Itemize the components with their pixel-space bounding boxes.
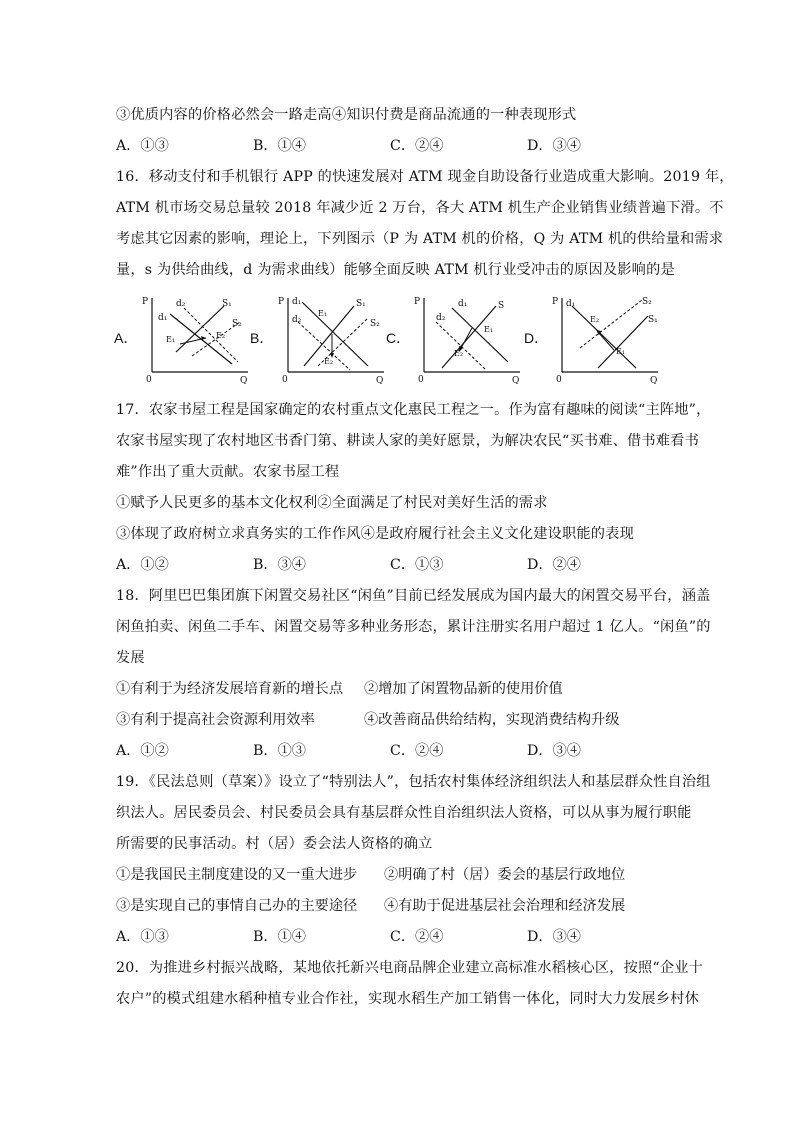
axis-origin-label: 0 [418,375,424,384]
q19-stem-line-1: 19．《民法总则（草案）》设立了“特别法人”，包括农村集体经济组织法人和基层群众性自治组 [116,774,711,790]
q19-option-b[interactable]: B．①④ [253,929,306,945]
q20-stem-line-1: 20．为推进乡村振兴战略，某地依托新兴电商品牌企业建立高标准水稻核心区，按照“企业十 [116,960,704,976]
label-e1: E₁ [318,309,328,318]
q15-option-c[interactable]: C．②④ [390,138,444,154]
q15-option-b[interactable]: B．①④ [253,138,306,154]
q16-stem-line-2: ATM 机市场交易总量较 2018 年减少近 2 万台，各大 ATM 机生产企业销售业绩普遍下滑。不 [116,200,724,216]
label-e1: E₁ [484,325,494,334]
q16-graph-label-b[interactable]: B． [250,330,274,346]
q17-stem-line-2: 农家书屋实现了农村地区书香门第、耕读人家的美好愿景，为解决农民“买书难、借书难看书 [116,433,699,449]
q16-graph-label-c[interactable]: C． [386,330,411,346]
label-d2: d₂ [176,299,186,309]
q17-option-b[interactable]: B．③④ [253,557,306,573]
q17-option-c[interactable]: C．①③ [390,557,444,573]
axis-q-label: Q [512,376,520,384]
label-e2: E₂ [216,331,226,340]
label-s2: S₂ [642,297,652,307]
q16-graph-b [276,292,388,384]
label-s2: S₂ [232,319,242,329]
q19-item-1: ①是我国民主制度建设的又一重大进步 [116,867,358,883]
q19-option-d[interactable]: D．③④ [527,929,581,945]
label-d1: d₁ [292,297,302,307]
axis-origin-label: 0 [556,375,562,384]
label-d2: d₂ [436,313,446,323]
axis-p-label: P [278,297,285,307]
label-e2: E₂ [590,315,600,324]
axis-p-label: P [552,297,559,307]
q19-item-2: ②明确了村（居）委会的基层行政地位 [384,867,626,883]
q18-stem-line-3: 发展 [116,650,145,666]
q19-option-c[interactable]: C．②④ [390,929,444,945]
q19-option-a[interactable]: A．①③ [116,929,169,945]
q18-item-2: ②增加了闲置物品新的使用价值 [364,681,563,697]
label-e1: E₁ [616,347,626,356]
q19-stem-line-3: 所需要的民事活动。村（居）委会法人资格的确立 [116,836,433,852]
q17-option-d[interactable]: D．②④ [527,557,581,573]
label-d1: d₁ [158,313,168,323]
q18-stem-line-2: 闲鱼拍卖、闲鱼二手车、闲置交易等多种业务形态，累计注册实名用户超过 1 亿人。“闲鱼”的 [116,619,711,635]
label-d: d₁ [566,299,576,309]
axis-q-label: Q [650,376,658,384]
q18-option-c[interactable]: C．②④ [390,743,444,759]
q16-stem-line-3: 考虑其它因素的影响，理论上，下列图示（P 为 ATM 机的价格，Q 为 ATM 机的供给量和需求 [116,231,724,247]
label-s1: S₁ [648,315,658,325]
q19-item-3: ③是实现自己的事情自己办的主要途径 [116,898,358,914]
axis-q-label: Q [376,376,384,384]
q16-stem-line-1: 16．移动支付和手机银行 APP 的快速发展对 ATM 现金自助设备行业造成重大影响。2019 年， [116,169,734,185]
axis-q-label: Q [240,376,248,384]
q18-item-3: ③有利于提高社会资源利用效率 [116,712,315,728]
q20-stem-line-2: 农户”的模式组建水稻种植专业合作社，实现水稻生产加工销售一体化，同时大力发展乡村休 [116,991,699,1007]
q15-option-a[interactable]: A．①③ [116,138,169,154]
q19-item-4: ④有助于促进基层社会治理和经济发展 [384,898,626,914]
q19-stem-line-2: 织法人。居民委员会、村民委员会具有基层群众性自治组织法人资格，可以从事为履行职能 [116,805,692,821]
q17-item-line-2: ③体现了政府树立求真务实的工作作风④是政府履行社会主义文化建设职能的表现 [116,526,634,542]
q17-option-a[interactable]: A．①② [116,557,169,573]
q15-option-d[interactable]: D．③④ [527,138,581,154]
axis-origin-label: 0 [146,375,152,384]
q16-graph-options [112,292,672,384]
axis-origin-label: 0 [282,375,288,384]
axis-p-label: P [142,297,149,307]
q18-item-1: ①有利于为经济发展培育新的增长点 [116,681,344,697]
q18-option-b[interactable]: B．①③ [253,743,306,759]
q16-graph-label-a[interactable]: A． [114,330,138,346]
label-d1: d₁ [458,299,468,309]
q15-item-line: ③优质内容的价格必然会一路走高④知识付费是商品流通的一种表现形式 [116,107,577,123]
q16-stem-line-4: 量，s 为供给曲线，d 为需求曲线）能够全面反映 ATM 机行业受冲击的原因及影响的是 [116,262,675,278]
q17-item-line-1: ①赋予人民更多的基本文化权利②全面满足了村民对美好生活的需求 [116,495,548,511]
q17-stem-line-3: 难”作出了重大贡献。农家书屋工程 [116,464,340,480]
q16-graph-d [550,292,662,384]
label-e2: E₂ [454,349,464,358]
q16-graph-label-d[interactable]: D． [524,330,549,346]
q16-graph-a [140,292,252,384]
q18-option-d[interactable]: D．③④ [527,743,581,759]
q18-option-a[interactable]: A．①② [116,743,169,759]
q18-item-4: ④改善商品供给结构，实现消费结构升级 [364,712,620,728]
axis-p-label: P [414,297,421,307]
label-d2: d₂ [292,315,302,325]
label-s1: S₁ [222,299,232,309]
label-e2: E₂ [324,357,334,366]
q17-stem-line-1: 17．农家书屋工程是国家确定的农村重点文化惠民工程之一。作为富有趣味的阅读“主阵地”， [116,402,711,418]
label-s: S [498,301,505,311]
q18-stem-line-1: 18．阿里巴巴集团旗下闲置交易社区“闲鱼”目前已经发展成为国内最大的闲置交易平台，涵盖 [116,588,711,604]
label-s2: S₂ [370,319,380,329]
label-s1: S₁ [356,299,366,309]
q16-graph-c [412,292,524,384]
label-e1: E₁ [166,335,176,344]
